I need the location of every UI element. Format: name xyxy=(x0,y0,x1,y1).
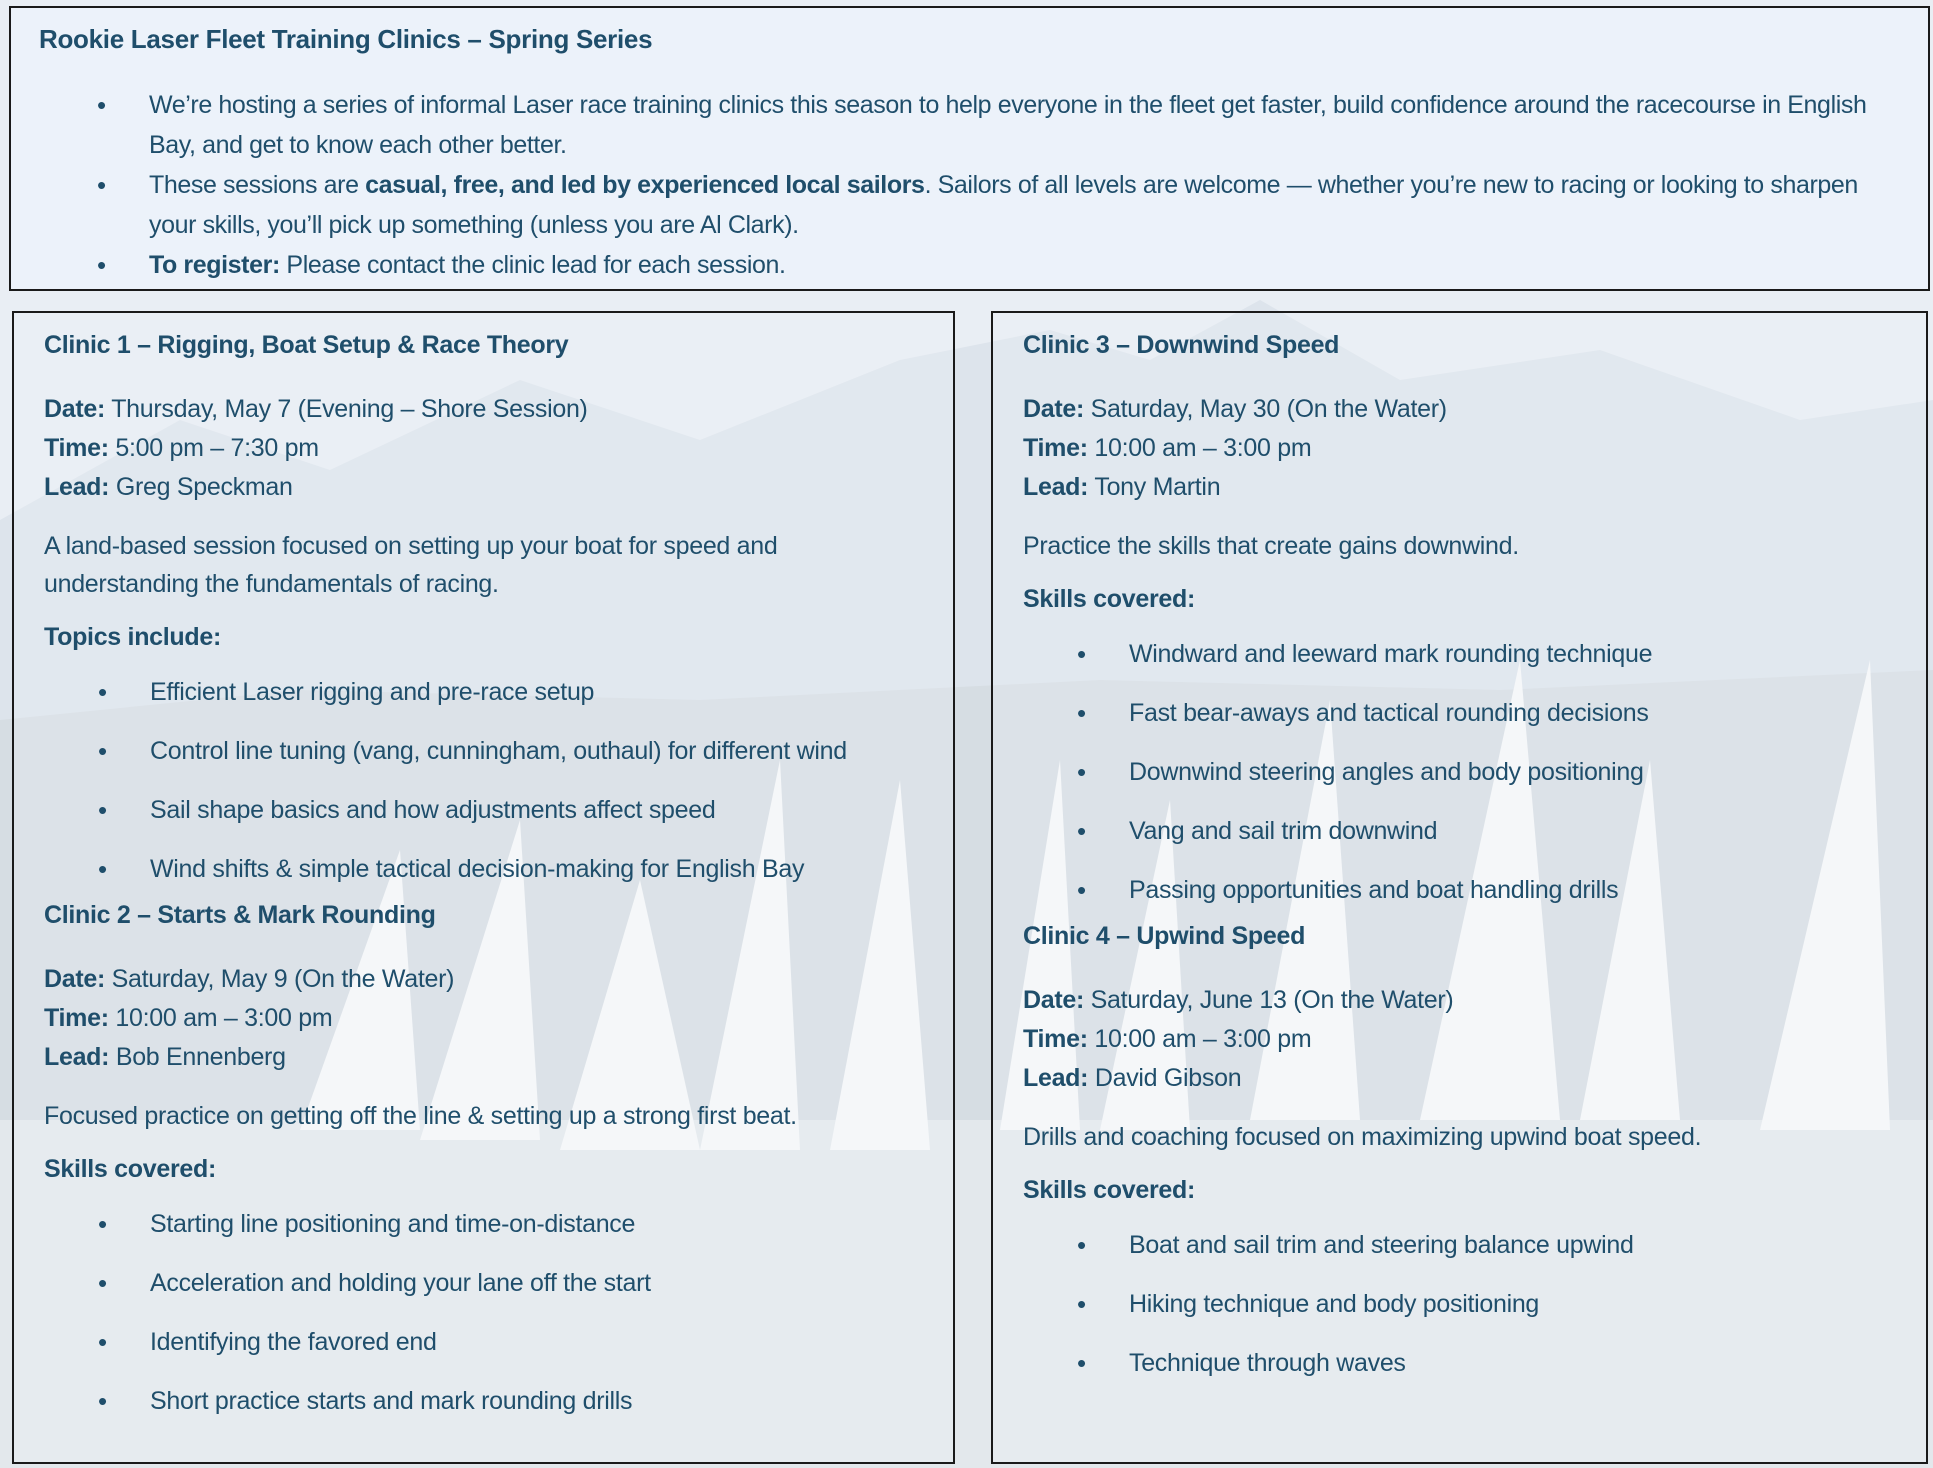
clinic-2 xyxy=(30,901,937,1419)
clinic-date: Date: Saturday, May 30 (On the Water) xyxy=(1023,395,1447,423)
clinic-description: A land-based session focused on setting up your boat for speed and understanding the fundamentals of racing. xyxy=(44,532,778,598)
list-item: • Control line tuning (vang, cunningham, outhaul) for different wind xyxy=(90,733,937,769)
clinic-time: Time: 5:00 pm – 7:30 pm xyxy=(44,434,319,462)
clinic-date: Date: Thursday, May 7 (Evening – Shore Session) xyxy=(44,395,588,423)
list-item: • Technique through waves xyxy=(1069,1345,1910,1381)
intro-panel xyxy=(9,6,1930,291)
clinic-lead: Lead: Tony Martin xyxy=(1023,473,1221,501)
clinic-list-heading: Skills covered: xyxy=(44,1155,216,1183)
list-item: • Vang and sail trim downwind xyxy=(1069,813,1910,849)
clinic-time: Time: 10:00 am – 3:00 pm xyxy=(1023,434,1312,462)
clinic-title: Clinic 2 – Starts & Mark Rounding xyxy=(44,901,436,929)
clinic-description: Focused practice on getting off the line & setting up a strong first beat. xyxy=(44,1102,797,1130)
clinic-description: Drills and coaching focused on maximizing upwind boat speed. xyxy=(1023,1123,1702,1151)
list-item: • Windward and leeward mark rounding technique xyxy=(1069,636,1910,672)
list-item: • Downwind steering angles and body positioning xyxy=(1069,754,1910,790)
list-item: • Passing opportunities and boat handling drills xyxy=(1069,872,1910,908)
list-item: • Short practice starts and mark rounding drills xyxy=(90,1383,937,1419)
clinic-description: Practice the skills that create gains downwind. xyxy=(1023,532,1519,560)
clinic-lead: Lead: Greg Speckman xyxy=(44,473,293,501)
list-item: • Hiking technique and body positioning xyxy=(1069,1286,1910,1322)
clinic-title: Clinic 4 – Upwind Speed xyxy=(1023,922,1306,950)
clinic-topics-list xyxy=(30,674,937,887)
clinic-list-heading: Topics include: xyxy=(44,623,221,651)
clinic-lead: Lead: Bob Ennenberg xyxy=(44,1043,286,1071)
list-item: • Starting line positioning and time-on-distance xyxy=(90,1206,937,1242)
list-item: • Wind shifts & simple tactical decision-making for English Bay xyxy=(90,851,937,887)
clinic-3 xyxy=(1009,331,1910,908)
clinic-date: Date: Saturday, May 9 (On the Water) xyxy=(44,965,455,993)
clinic-lead: Lead: David Gibson xyxy=(1023,1064,1242,1092)
intro-bullet-register: • To register: Please contact the clinic lead for each session. xyxy=(89,245,1910,285)
list-item: • Sail shape basics and how adjustments affect speed xyxy=(90,792,937,828)
clinic-title: Clinic 3 – Downwind Speed xyxy=(1023,331,1340,359)
clinic-4 xyxy=(1009,922,1910,1381)
clinic-time: Time: 10:00 am – 3:00 pm xyxy=(1023,1025,1312,1053)
clinic-time: Time: 10:00 am – 3:00 pm xyxy=(44,1004,333,1032)
clinic-list-heading: Skills covered: xyxy=(1023,585,1195,613)
clinic-date: Date: Saturday, June 13 (On the Water) xyxy=(1023,986,1454,1014)
list-item: • Fast bear-aways and tactical rounding decisions xyxy=(1069,695,1910,731)
clinic-skills-list xyxy=(1009,1227,1910,1381)
clinic-title: Clinic 1 – Rigging, Boat Setup & Race Theory xyxy=(44,331,569,359)
clinic-skills-list xyxy=(1009,636,1910,908)
clinics-column-right xyxy=(991,311,1928,1464)
list-item: • Acceleration and holding your lane off the start xyxy=(90,1265,937,1301)
clinics-column-left xyxy=(12,311,955,1464)
intro-bullet: • These sessions are casual, free, and led by experienced local sailors. Sailors of all levels are welcome — whether you’re new to racing or looking to sharpen your skills, you’ll pick up something (unless you are Al Clark). xyxy=(89,165,1910,245)
page-title: Rookie Laser Fleet Training Clinics – Spring Series xyxy=(39,24,653,54)
intro-bullet: • We’re hosting a series of informal Laser race training clinics this season to help everyone in the fleet get faster, build confidence around the racecourse in English Bay, and get to know each other better. xyxy=(89,85,1910,165)
clinic-skills-list xyxy=(30,1206,937,1419)
clinic-1 xyxy=(30,331,937,887)
list-item: • Efficient Laser rigging and pre-race setup xyxy=(90,674,937,710)
list-item: • Identifying the favored end xyxy=(90,1324,937,1360)
clinic-list-heading: Skills covered: xyxy=(1023,1176,1195,1204)
list-item: • Boat and sail trim and steering balance upwind xyxy=(1069,1227,1910,1263)
intro-list xyxy=(29,85,1910,285)
